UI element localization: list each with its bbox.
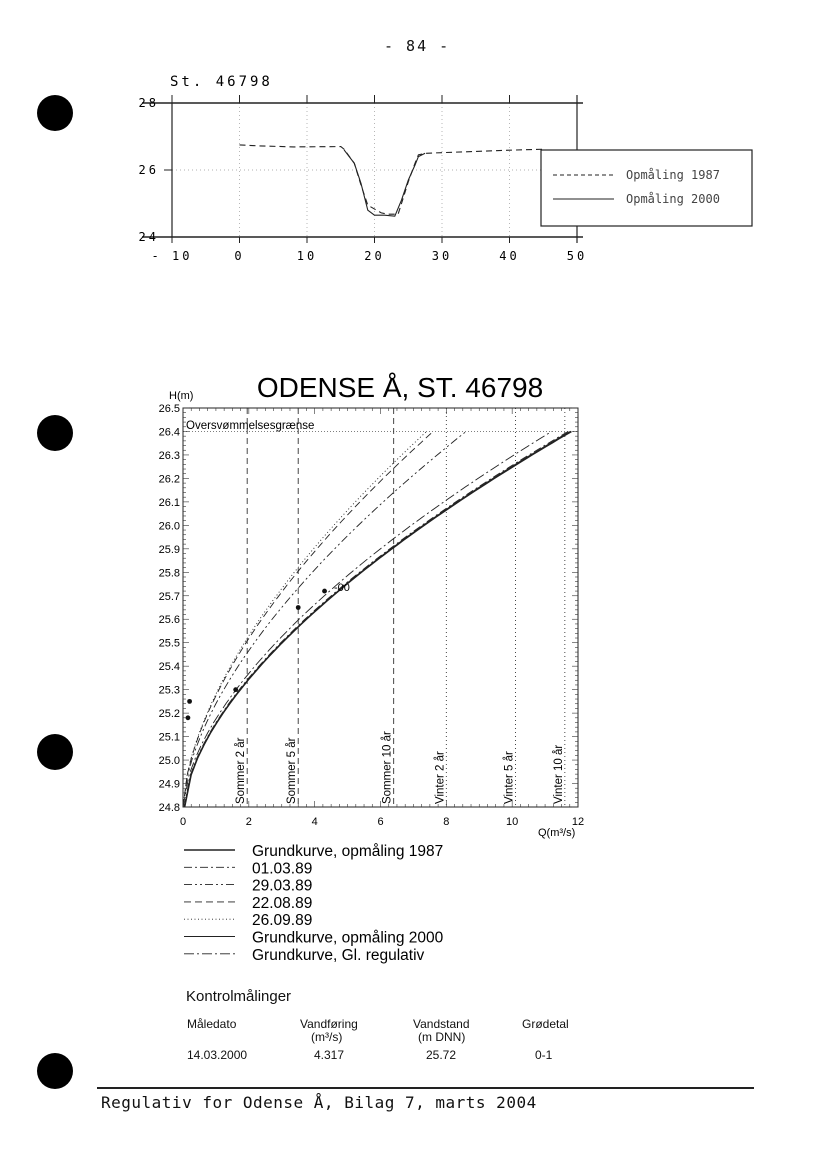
legend-label-1987: Opmåling 1987	[626, 168, 720, 182]
rc-ytick-label: 24.8	[158, 802, 180, 814]
point-label: -00	[334, 582, 350, 594]
cs-xtick-label: - 10	[151, 249, 193, 263]
rc-xtick-label: 6	[377, 816, 384, 828]
kontrol-cell-level: 25.72	[426, 1048, 457, 1062]
kontrol-header-flow-unit: (m³/s)	[311, 1030, 343, 1044]
rc-xtick-label: 12	[571, 816, 585, 828]
legend-label-2000: Opmåling 2000	[626, 192, 720, 206]
kontrol-header-flow: Vandføring	[300, 1017, 358, 1031]
rc-point-1	[187, 699, 192, 704]
rc-ref-label-3: Sommer 10 år	[381, 731, 394, 804]
rc-xtick-label: 4	[311, 816, 318, 828]
rc-ytick-label: 26.3	[158, 449, 180, 462]
rc-point-3	[233, 687, 238, 692]
rc-ytick-label: 26.4	[158, 426, 180, 439]
rc-legend-label-5: 26.09.89	[252, 912, 313, 930]
rc-point-4	[296, 605, 301, 610]
cs-series-1987	[240, 145, 544, 214]
rc-ytick-label: 25.6	[158, 614, 180, 627]
cross-section-chart	[0, 0, 828, 290]
rc-ytick-label: 26.0	[158, 520, 180, 533]
rc-ytick-label: 26.1	[158, 496, 180, 509]
rc-ref-label-4: Vinter 2 år	[434, 751, 447, 804]
footer-text: Regulativ for Odense Å, Bilag 7, marts 2004	[101, 1093, 537, 1112]
rating-x-axis-label: Q(m³/s)	[538, 827, 576, 839]
binder-hole-4	[37, 1053, 73, 1089]
cs-xtick-label: 50	[566, 249, 588, 263]
rc-ytick-label: 25.7	[158, 590, 180, 603]
rc-ref-label-6: Vinter 10 år	[552, 744, 565, 804]
rc-ref-label-5: Vinter 5 år	[503, 751, 516, 804]
rc-legend-label-3: 29.03.89	[252, 877, 313, 895]
rc-ytick-label: 25.4	[158, 661, 180, 674]
kontrol-title: Kontrolmålinger	[186, 988, 292, 1005]
rating-chart-title: ODENSE Å, ST. 46798	[256, 372, 544, 403]
rc-xtick-label: 2	[245, 816, 252, 828]
overflow-label: Oversvømmelsesgrænse	[186, 420, 315, 432]
rc-ytick-label: 25.3	[158, 684, 180, 697]
rc-ref-label-2: Sommer 5 år	[286, 737, 299, 804]
cs-ytick-label: 26	[138, 163, 159, 177]
rc-ytick-label: 25.0	[158, 755, 180, 768]
rc-ref-label-1: Sommer 2 år	[235, 737, 248, 804]
cs-ytick-label: 24	[138, 230, 159, 244]
rc-ytick-label: 26.5	[158, 403, 180, 415]
rating-legend	[184, 843, 444, 964]
rating-curve-chart	[0, 360, 828, 980]
rating-y-axis-label: H(m)	[169, 390, 194, 402]
cs-xtick-label: 20	[364, 249, 385, 263]
cs-xtick-label: 10	[296, 249, 318, 263]
rc-series-3	[183, 432, 466, 808]
kontrol-header-weed: Grødetal	[522, 1017, 569, 1031]
rc-ytick-label: 25.2	[158, 708, 180, 721]
rc-xtick-label: 10	[506, 816, 519, 828]
cs-xtick-label: 0	[234, 249, 245, 263]
cs-ytick-label: 28	[138, 96, 159, 110]
rc-point-5	[322, 589, 327, 594]
cross-section-legend	[541, 150, 752, 226]
rc-ytick-label: 25.5	[158, 637, 180, 650]
kontrol-cell-flow: 4.317	[314, 1048, 345, 1062]
rc-legend-label-1: Grundkurve, opmåling 1987	[252, 843, 444, 860]
kontrol-cell-date: 14.03.2000	[187, 1048, 248, 1062]
cs-series-2000	[344, 150, 425, 216]
rc-point-2	[186, 715, 191, 720]
rc-xtick-label: 8	[443, 816, 450, 828]
rc-ytick-label: 25.8	[158, 567, 180, 580]
rc-ytick-label: 25.9	[158, 543, 180, 556]
rc-legend-label-4: 22.08.89	[252, 894, 313, 912]
rc-legend-label-7: Grundkurve, Gl. regulativ	[252, 946, 425, 964]
rc-legend-label-6: Grundkurve, opmåling 2000	[252, 929, 444, 947]
cs-xtick-label: 30	[431, 249, 453, 263]
rc-legend-label-2: 01.03.89	[252, 860, 313, 878]
rc-ytick-label: 24.9	[158, 778, 180, 791]
kontrol-header-date: Måledato	[187, 1017, 237, 1031]
cross-section-title: St. 46798	[170, 74, 273, 90]
rc-ytick-label: 25.1	[158, 731, 180, 744]
cs-xtick-label: 40	[499, 249, 520, 263]
rc-series-4	[183, 432, 433, 808]
kontrol-header-level-unit: (m DNN)	[418, 1030, 466, 1044]
kontrol-cell-weed: 0-1	[535, 1048, 553, 1062]
kontrol-header-level: Vandstand	[413, 1017, 470, 1031]
rc-xtick-label: 0	[179, 816, 187, 828]
rc-ytick-label: 26.2	[158, 473, 180, 486]
footer-rule	[97, 1087, 754, 1089]
page-number: - 84 -	[384, 37, 451, 55]
